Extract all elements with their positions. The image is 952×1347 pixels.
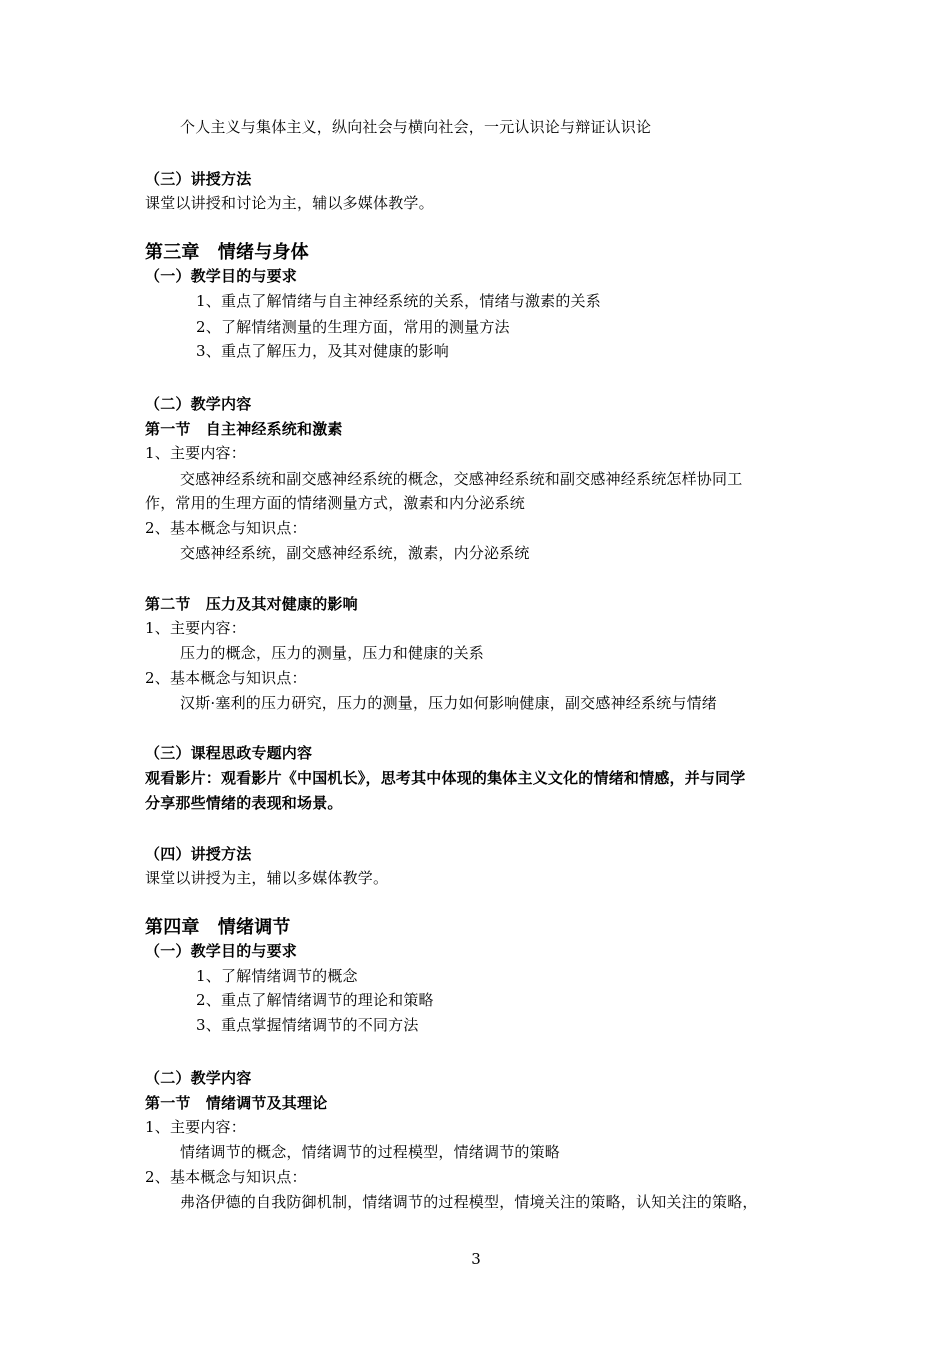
paragraph-line: 分享那些情绪的表现和场景。 xyxy=(145,794,343,812)
paragraph-line: 情绪调节的概念，情绪调节的过程模型，情绪调节的策略 xyxy=(180,1143,561,1161)
paragraph-line: 2、基本概念与知识点： xyxy=(145,669,307,687)
section-heading: （一）教学目的与要求 xyxy=(145,267,298,285)
paragraph-line: 交感神经系统和副交感神经系统的概念，交感神经系统和副交感神经系统怎样协同工 xyxy=(180,470,743,488)
paragraph-line: 弗洛伊德的自我防御机制，情绪调节的过程模型，情境关注的策略，认知关注的策略， xyxy=(180,1193,758,1211)
paragraph-line: 交感神经系统，副交感神经系统，激素，内分泌系统 xyxy=(180,544,530,562)
section-heading: （一）教学目的与要求 xyxy=(145,942,298,960)
list-item: 2、重点了解情绪调节的理论和策略 xyxy=(196,991,434,1009)
section-heading: （三）讲授方法 xyxy=(145,170,252,188)
subsection-heading: 第二节 压力及其对健康的影响 xyxy=(145,595,358,613)
list-item: 3、重点了解压力，及其对健康的影响 xyxy=(196,342,449,360)
paragraph-line: 1、主要内容： xyxy=(145,619,246,637)
list-item: 3、重点掌握情绪调节的不同方法 xyxy=(196,1016,419,1034)
paragraph-line: 1、主要内容： xyxy=(145,1118,246,1136)
subsection-heading: 第一节 情绪调节及其理论 xyxy=(145,1094,328,1112)
section-heading: （二）教学内容 xyxy=(145,395,252,413)
chapter-title: 第三章 情绪与身体 xyxy=(145,242,309,263)
list-item: 2、了解情绪测量的生理方面，常用的测量方法 xyxy=(196,318,510,336)
section-heading: （三）课程思政专题内容 xyxy=(145,744,313,762)
paragraph-line: 作，常用的生理方面的情绪测量方式，激素和内分泌系统 xyxy=(145,494,526,512)
paragraph-line: 个人主义与集体主义，纵向社会与横向社会，一元认识论与辩证认识论 xyxy=(180,118,652,136)
paragraph-line: 1、主要内容： xyxy=(145,444,246,462)
section-heading: （四）讲授方法 xyxy=(145,845,252,863)
paragraph-line: 课堂以讲授为主，辅以多媒体教学。 xyxy=(145,869,389,887)
paragraph-line: 课堂以讲授和讨论为主，辅以多媒体教学。 xyxy=(145,194,434,212)
paragraph-line: 压力的概念，压力的测量，压力和健康的关系 xyxy=(180,644,485,662)
paragraph-line: 汉斯·塞利的压力研究，压力的测量，压力如何影响健康，副交感神经系统与情绪 xyxy=(180,694,717,712)
list-item: 1、重点了解情绪与自主神经系统的关系，情绪与激素的关系 xyxy=(196,292,601,310)
paragraph-line: 2、基本概念与知识点： xyxy=(145,1168,307,1186)
paragraph-line: 2、基本概念与知识点： xyxy=(145,519,307,537)
page-number: 3 xyxy=(471,1250,481,1268)
paragraph-line: 观看影片：观看影片《中国机长》，思考其中体现的集体主义文化的情绪和情感，并与同学 xyxy=(145,769,746,787)
list-item: 1、了解情绪调节的概念 xyxy=(196,967,358,985)
section-heading: （二）教学内容 xyxy=(145,1069,252,1087)
chapter-title: 第四章 情绪调节 xyxy=(145,917,291,938)
subsection-heading: 第一节 自主神经系统和激素 xyxy=(145,420,343,438)
